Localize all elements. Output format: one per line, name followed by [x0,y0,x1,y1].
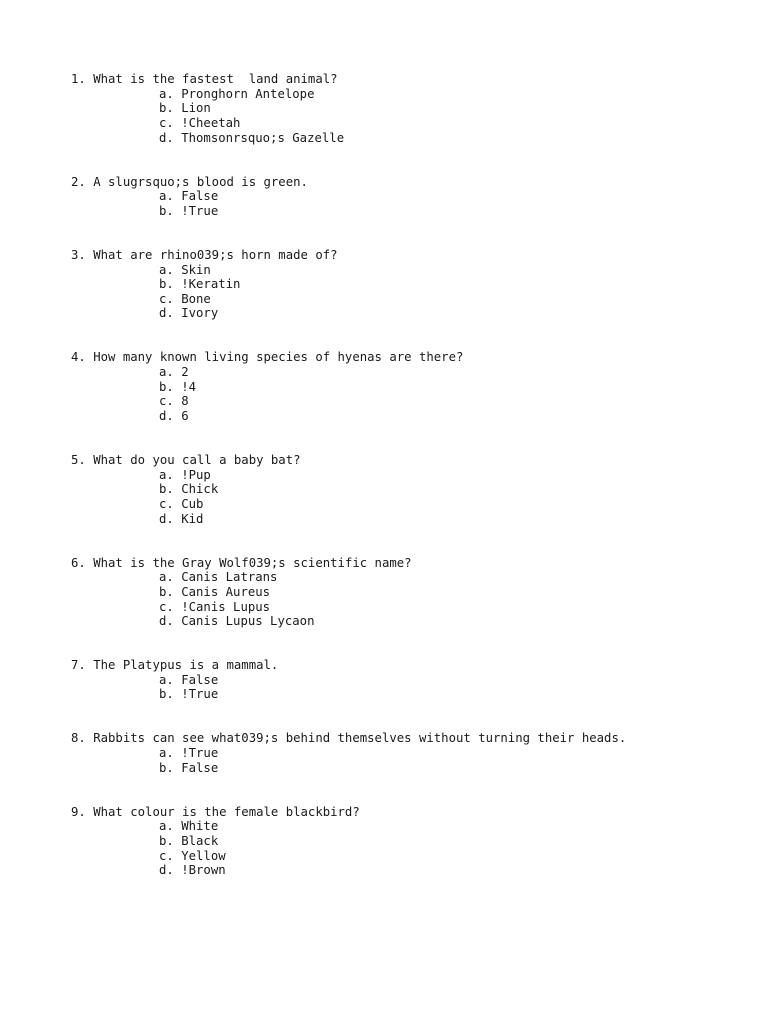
question-line [71,72,751,87]
option-letter: d. [159,511,174,526]
option-text: Black [181,834,219,848]
answer-option [159,394,751,409]
question-4 [71,350,751,423]
answer-option [159,482,751,497]
question-line [71,350,751,365]
option-text: Pronghorn Antelope [181,86,315,101]
option-letter: c. [159,291,174,306]
option-letter: a. [159,467,174,482]
answer-options [71,819,751,878]
option-letter: d. [159,614,174,629]
answer-option [159,87,751,102]
question-5 [71,453,751,526]
answer-option [159,101,751,116]
question-7 [71,658,751,702]
option-letter: d. [159,409,174,424]
option-text: !Pup [181,467,211,482]
answer-option [159,512,751,527]
question-text: What are rhino039;s horn made of? [93,247,338,262]
option-letter: a. [159,746,174,761]
answer-option [159,687,751,702]
answer-option [159,189,751,204]
option-text: !Keratin [181,277,241,292]
quiz-document [71,72,751,907]
option-text: 6 [181,409,189,424]
answer-option [159,204,751,219]
option-text: Thomsonrsquo;s Gazelle [181,130,345,145]
question-text: How many known living species of hyenas are there? [93,350,464,365]
question-9 [71,805,751,878]
option-text: !4 [181,379,197,394]
option-text: Lion [181,101,211,116]
option-text: !Cheetah [181,115,241,130]
question-text: What do you call a baby bat? [93,453,301,467]
option-letter: b. [159,379,174,394]
option-text: Ivory [181,306,219,321]
question-3 [71,248,751,321]
option-letter: a. [159,672,174,687]
option-text: Skin [181,262,211,277]
answer-option [159,131,751,146]
question-number: 5. [71,453,86,467]
answer-option [159,277,751,292]
question-number: 1. [71,72,86,86]
option-letter: b. [159,277,174,292]
option-text: !True [181,746,219,761]
answer-option [159,292,751,307]
option-text: 2 [181,365,189,380]
answer-option [159,863,751,878]
question-number: 8. [71,731,86,746]
option-text: Canis Lupus Lycaon [181,614,315,629]
option-text: White [181,819,219,834]
option-letter: c. [159,848,174,863]
answer-option [159,497,751,512]
option-letter: a. [159,262,174,277]
answer-option [159,306,751,321]
question-text: A slugrsquo;s blood is green. [93,174,308,189]
option-letter: b. [159,203,174,218]
question-8 [71,731,751,775]
option-letter: b. [159,101,174,116]
question-text: What colour is the female blackbird? [93,804,360,819]
answer-option [159,380,751,395]
question-number: 7. [71,658,86,673]
option-letter: c. [159,599,174,614]
question-text: Rabbits can see what039;s behind themselves without turning their heads. [93,731,627,746]
option-text: Chick [181,482,219,497]
question-line [71,175,751,190]
question-2 [71,175,751,219]
option-text: 8 [181,394,189,409]
answer-option [159,600,751,615]
option-letter: a. [159,86,174,101]
question-text: What is the fastest land animal? [93,72,338,86]
question-line [71,453,751,468]
answer-options [71,746,751,775]
question-number: 6. [71,555,86,570]
answer-option [159,365,751,380]
answer-option [159,409,751,424]
question-line [71,556,751,571]
option-text: Canis Aureus [181,584,271,599]
answer-option [159,585,751,600]
question-number: 2. [71,174,86,189]
option-text: Canis Latrans [181,570,278,585]
question-number: 3. [71,247,86,262]
answer-option [159,849,751,864]
option-text: False [181,189,219,204]
question-line [71,658,751,673]
question-line [71,248,751,263]
question-6 [71,556,751,629]
option-letter: d. [159,863,174,878]
answer-option [159,263,751,278]
answer-options [71,673,751,702]
answer-option [159,761,751,776]
option-letter: d. [159,306,174,321]
answer-options [71,263,751,322]
question-1 [71,72,751,145]
answer-option [159,468,751,483]
question-line [71,805,751,820]
option-text: False [181,760,219,775]
option-letter: b. [159,834,174,848]
answer-options [71,365,751,424]
option-letter: b. [159,584,174,599]
option-letter: c. [159,496,174,511]
option-letter: c. [159,115,174,130]
answer-option [159,570,751,585]
option-text: !Brown [181,863,226,878]
answer-options [71,570,751,629]
option-letter: b. [159,687,174,702]
option-text: Bone [181,291,211,306]
answer-option [159,116,751,131]
answer-option [159,673,751,688]
question-line [71,731,751,746]
option-letter: c. [159,394,174,409]
option-text: Yellow [181,848,226,863]
option-text: !True [181,203,219,218]
option-letter: d. [159,130,174,145]
option-text: Cub [181,496,204,511]
question-number: 9. [71,804,86,819]
answer-option [159,746,751,761]
question-text: The Platypus is a mammal. [93,658,279,673]
answer-options [71,87,751,146]
option-text: !True [181,687,219,702]
option-letter: b. [159,482,174,497]
option-letter: a. [159,365,174,380]
answer-options [71,468,751,527]
option-letter: a. [159,189,174,204]
answer-option [159,614,751,629]
answer-options [71,189,751,218]
option-text: !Canis Lupus [181,599,271,614]
answer-option [159,819,751,834]
option-letter: a. [159,819,174,834]
question-text: What is the Gray Wolf039;s scientific name? [93,555,412,570]
option-text: False [181,672,219,687]
option-text: Kid [181,511,204,526]
answer-option [159,834,751,849]
option-letter: b. [159,760,174,775]
question-number: 4. [71,350,86,365]
option-letter: a. [159,570,174,585]
